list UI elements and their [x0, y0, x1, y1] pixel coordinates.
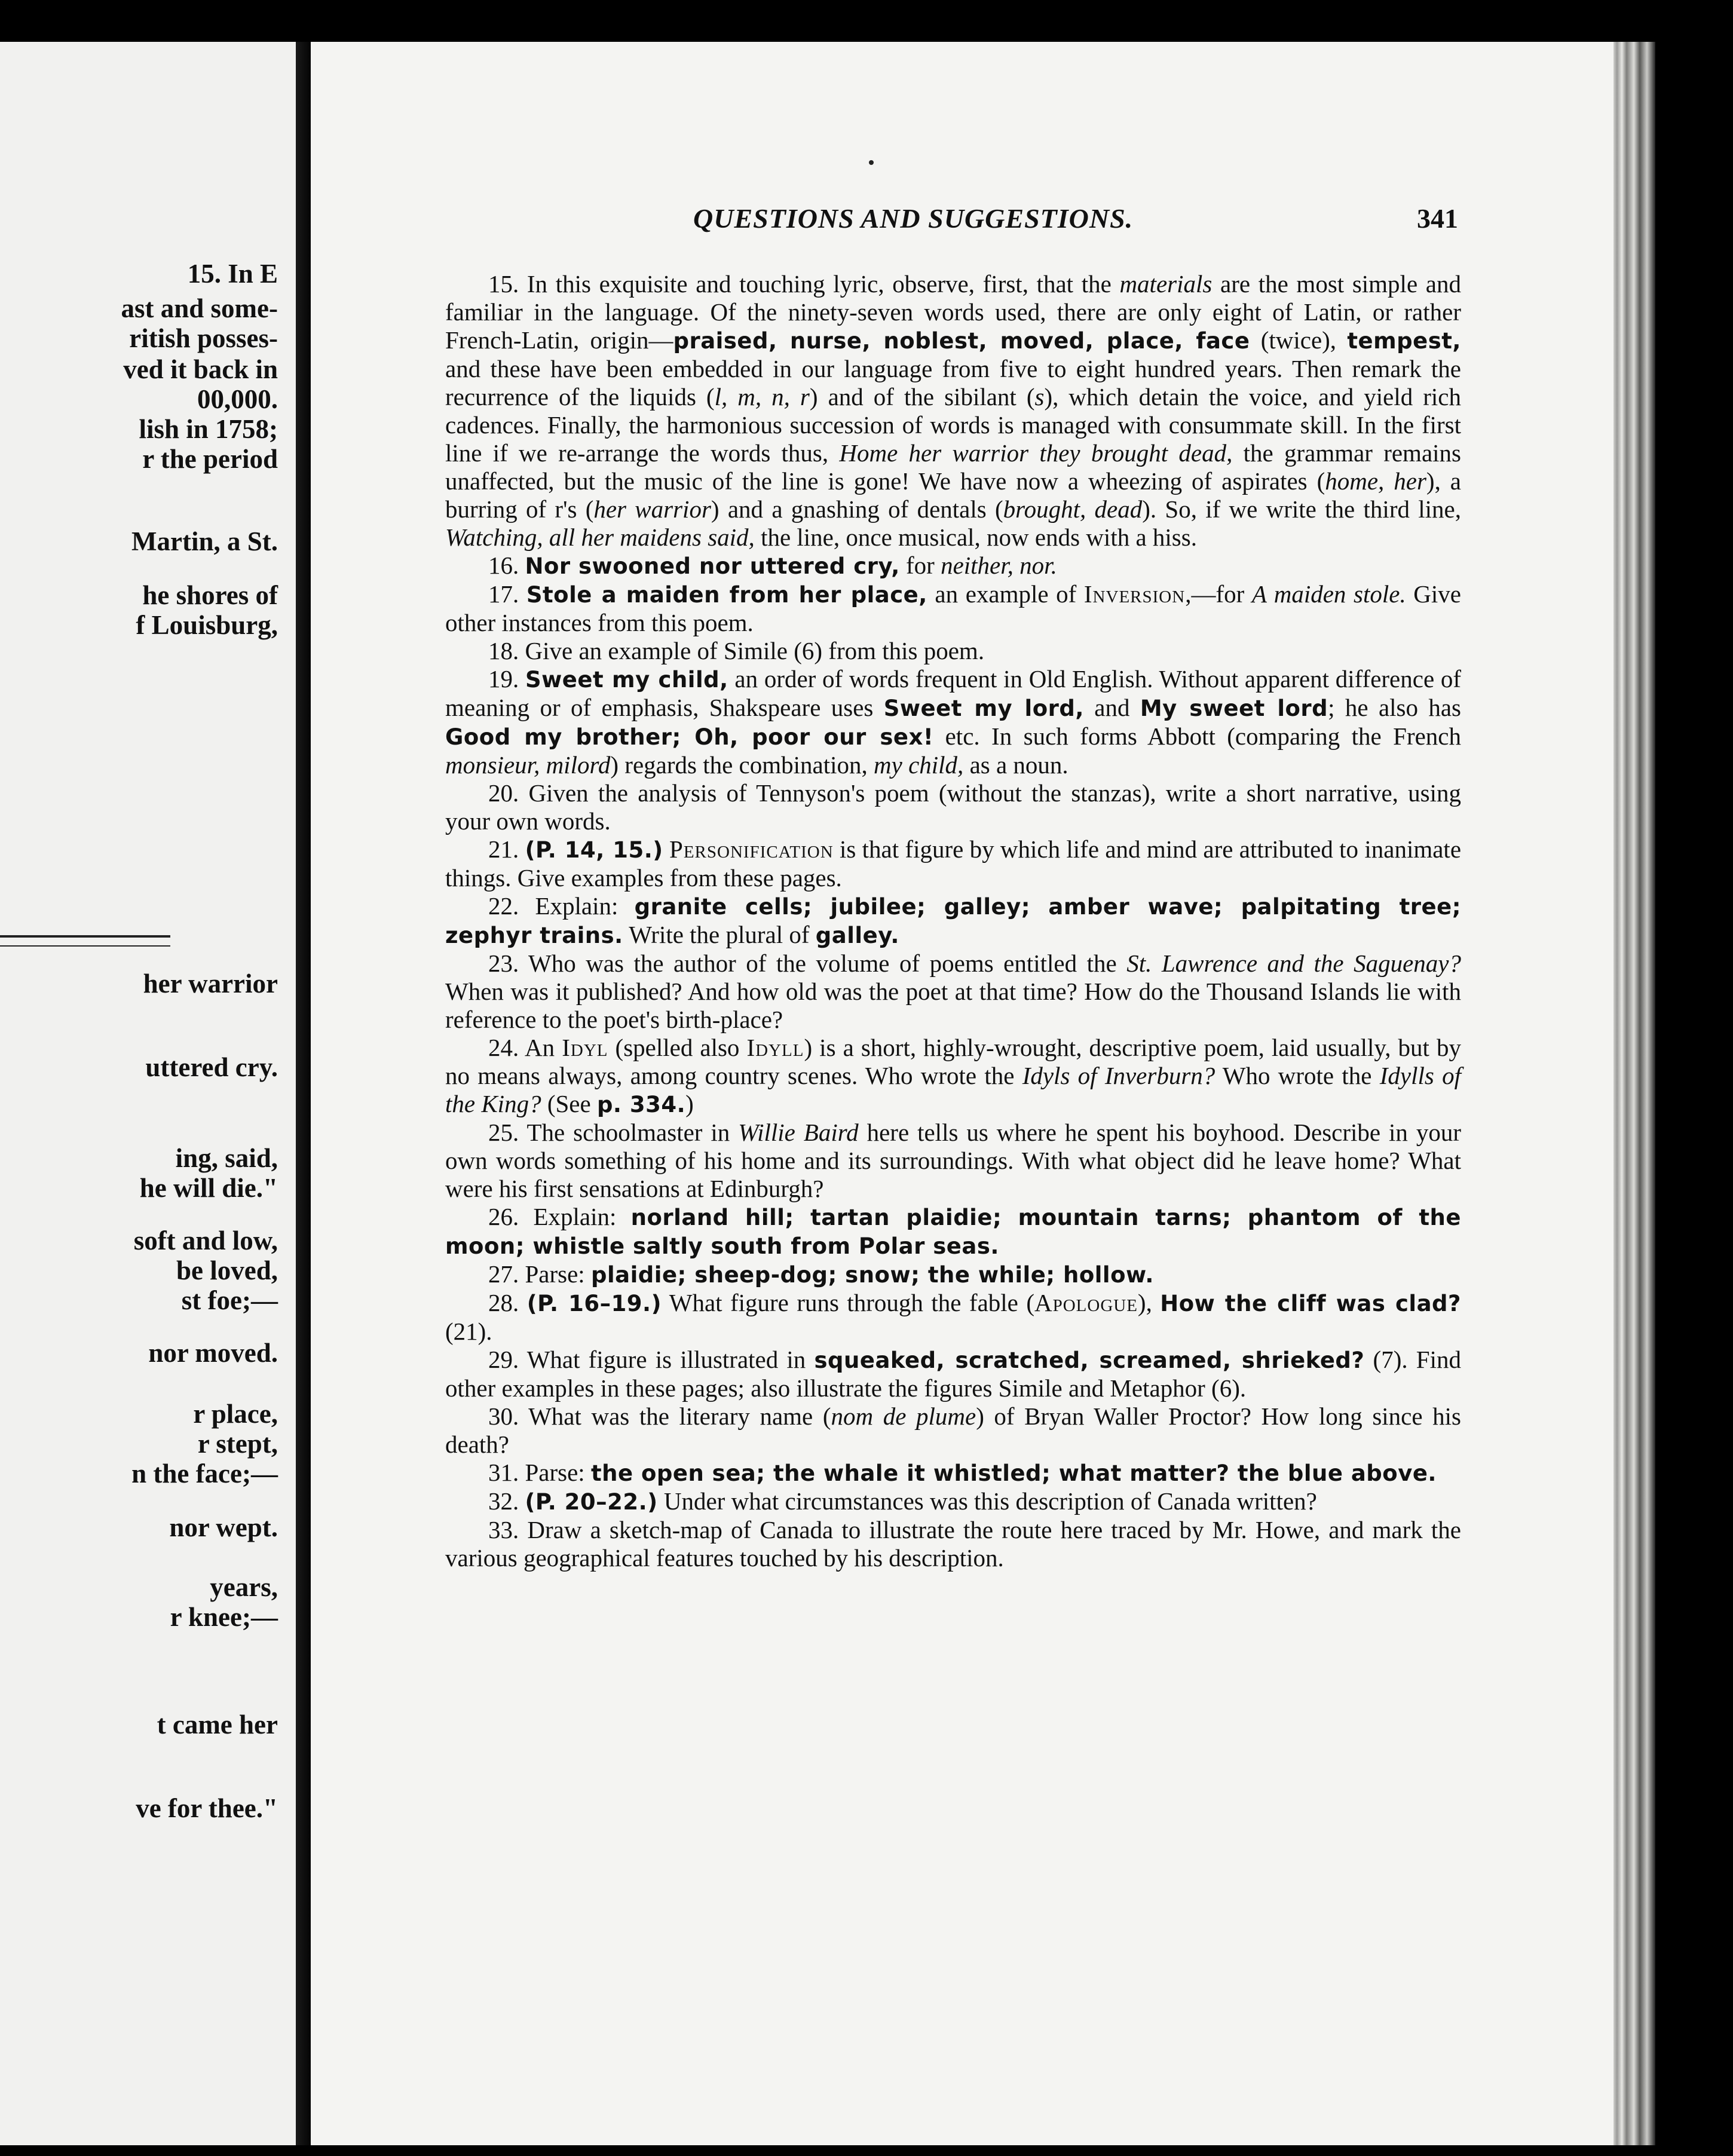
running-title: QUESTIONS AND SUGGESTIONS.: [693, 203, 1134, 234]
facing-page-line: ing, said,: [175, 1143, 278, 1173]
bold-term: p. 334.: [596, 1092, 686, 1117]
section-rule: [0, 935, 170, 938]
text-run: [663, 835, 669, 863]
text-run: the grammar remains unaffected, but the music of the line is gone! We have now a wheezing of aspirates (: [445, 439, 1461, 495]
bold-term: (P. 20–22.): [525, 1489, 658, 1515]
text-run: and these have been embedded in our language from five to eight hundred years. Then remark the recurrence of the liquids (: [445, 355, 1461, 411]
italic-term: her warrior: [593, 495, 711, 523]
text-run: an order of words frequent in Old English. Without apparent difference of meaning or of emphasis, Shakspeare uses: [445, 665, 1462, 721]
text-run: 19.: [488, 665, 525, 693]
facing-page-line: years,: [210, 1572, 278, 1602]
bold-term: praised, nurse, noblest, moved, place, face: [673, 328, 1250, 354]
facing-page-line: t came her: [157, 1710, 278, 1740]
facing-page-line: he will die.": [139, 1173, 278, 1203]
text-run: 26. Explain:: [488, 1203, 631, 1230]
text-run: (See: [541, 1090, 597, 1117]
bold-term: How the cliff was clad?: [1160, 1291, 1461, 1316]
bold-term: Nor swooned nor uttered cry,: [525, 553, 900, 579]
italic-term: my child,: [874, 751, 964, 779]
text-run: 29. What figure is illustrated in: [488, 1346, 815, 1373]
text-run: (spelled also: [608, 1034, 747, 1061]
facing-page-line: soft and low,: [133, 1226, 278, 1255]
text-run: What figure runs through the fable (: [662, 1289, 1034, 1316]
facing-page-line: ve for thee.": [136, 1793, 278, 1823]
text-run: Under what circumstances was this description of Canada written?: [657, 1487, 1317, 1515]
text-run: etc. In such forms Abbott (comparing the French: [933, 722, 1461, 750]
question-paragraph: [445, 580, 1461, 637]
bold-term: tempest,: [1347, 328, 1461, 354]
italic-term: nom de plume: [831, 1402, 976, 1430]
text-run: ) regards the combination,: [610, 751, 874, 779]
italic-term: A maiden stole.: [1251, 580, 1406, 608]
text-run: the line, once musical, now ends with a hiss.: [754, 523, 1197, 551]
question-paragraph: [445, 1487, 1461, 1516]
text-run: Who wrote the: [1215, 1062, 1380, 1089]
text-run: (7). Find other examples in these pages; also illustrate the figures Simile and Metaphor (6).: [445, 1346, 1461, 1402]
text-run: ) and of the sibilant (: [809, 383, 1035, 411]
text-run: (twice),: [1250, 326, 1348, 354]
question-paragraph: [445, 779, 1461, 835]
text-run: and: [1083, 694, 1140, 721]
facing-page-line: ast and some-: [121, 293, 278, 323]
text-run: Give other instances from this poem.: [445, 580, 1462, 636]
question-paragraph: [445, 1516, 1461, 1572]
text-run: 33. Draw a sketch-map of Canada to illustrate the route here traced by Mr. Howe, and mark the various geographical features touched by his description.: [445, 1516, 1461, 1572]
text-run: ). So, if we write the third line,: [1142, 495, 1461, 523]
print-speck: [869, 160, 874, 165]
text-run: ,—for: [1185, 580, 1252, 608]
text-run: 30. What was the literary name (: [488, 1402, 831, 1430]
text-run: here tells us where he spent his boyhood. Describe in your own words something of his home and its surroundings. With what object did he leave home? What were his first sensations at Edinburgh?: [445, 1119, 1461, 1202]
question-paragraph: [445, 892, 1461, 950]
italic-term: Idyls of Inverburn?: [1022, 1062, 1215, 1089]
question-paragraph: [445, 665, 1461, 779]
question-paragraph: [445, 1119, 1461, 1203]
page-edges: [1613, 42, 1655, 2145]
facing-page-left: [0, 42, 299, 2145]
facing-page-line: n the face;—: [131, 1459, 278, 1489]
bold-term: Good my brother; Oh, poor our sex!: [445, 724, 934, 750]
bold-term: (P. 14, 15.): [525, 837, 663, 863]
italic-term: St. Lawrence and the Saguenay?: [1126, 950, 1461, 977]
facing-page-line: be loved,: [176, 1255, 278, 1285]
bold-term: galley.: [815, 923, 899, 948]
small-caps-term: Idyl: [562, 1034, 608, 1061]
text-run: 20. Given the analysis of Tennyson's poem (without the stanzas), write a short narrative, using your own words.: [445, 779, 1461, 835]
bold-term: the open sea; the whale it whistled; what matter? the blue above.: [590, 1460, 1437, 1486]
bold-term: My sweet lord: [1140, 696, 1328, 721]
text-run: is that figure by which life and mind are attributed to inanimate things. Give examples from these pages.: [445, 835, 1462, 892]
italic-term: Idylls of the King?: [445, 1062, 1461, 1117]
text-run: ) of Bryan Waller Proctor? How long since his death?: [445, 1402, 1461, 1458]
bold-term: squeaked, scratched, screamed, shrieked?: [814, 1348, 1365, 1373]
text-run: 21.: [488, 835, 525, 863]
question-paragraph: [445, 1459, 1461, 1487]
bold-term: Sweet my lord,: [883, 696, 1084, 721]
facing-page-line: lish in 1758;: [139, 414, 278, 444]
text-run: 17.: [488, 580, 526, 608]
section-rule-thin: [0, 945, 170, 947]
question-paragraph: [445, 552, 1461, 580]
facing-page-line: 00,000.: [197, 384, 278, 414]
text-run: ) is a short, highly-wrought, descriptive poem, laid usually, but by no means always, among country scenes. Who wrote the: [445, 1034, 1461, 1089]
facing-page-line: nor wept.: [169, 1512, 278, 1542]
facing-page-line: ritish posses-: [129, 323, 278, 353]
page-number: 341: [1417, 203, 1458, 234]
italic-term: Willie Baird: [738, 1119, 859, 1146]
question-paragraph: [445, 1034, 1461, 1119]
italic-term: Home her warrior they brought dead,: [839, 439, 1233, 467]
text-run: 23. Who was the author of the volume of poems entitled the: [488, 950, 1127, 977]
italic-term: s: [1034, 383, 1045, 411]
italic-term: home, her: [1325, 467, 1426, 495]
text-run: 22. Explain:: [488, 892, 635, 920]
text-run: for: [899, 552, 941, 579]
facing-page-line: r place,: [193, 1399, 278, 1429]
text-run: ): [685, 1090, 694, 1117]
small-caps-term: Idyll: [746, 1034, 804, 1061]
text-run: ),: [1137, 1289, 1161, 1316]
italic-term: Watching, all her maidens said,: [445, 523, 755, 551]
text-run: ; he also has: [1328, 694, 1461, 721]
running-header: [693, 201, 1464, 237]
text-run: 16.: [488, 552, 525, 579]
small-caps-term: Personification: [669, 835, 834, 863]
question-paragraph: [445, 637, 1461, 665]
facing-page-line: nor moved.: [148, 1338, 278, 1368]
text-run: ), which detain the voice, and yield rich cadences. Finally, the harmonious succession of words is managed with consummate skill. In the first line if we re-arrange the words thus,: [445, 383, 1461, 467]
bold-term: granite cells; jubilee; galley; amber wave; palpitating tree; zephyr trains.: [445, 894, 1461, 948]
text-run: 15. In this exquisite and touching lyric, observe, first, that the: [488, 270, 1120, 298]
bold-term: (P. 16–19.): [526, 1291, 662, 1316]
text-run: 25. The schoolmaster in: [488, 1119, 739, 1146]
italic-term: l, m, n, r: [714, 383, 810, 411]
bold-term: plaidie; sheep-dog; snow; the while; hollow.: [590, 1262, 1154, 1288]
facing-page-line: st foe;—: [181, 1285, 278, 1315]
text-run: Write the plural of: [623, 921, 816, 948]
facing-page-line: r the period: [142, 444, 278, 474]
text-run: 32.: [488, 1487, 525, 1515]
italic-term: brought, dead: [1003, 495, 1143, 523]
questions-text: [445, 270, 1461, 1572]
facing-page-line: uttered cry.: [145, 1052, 278, 1082]
italic-term: monsieur, milord: [445, 751, 611, 779]
italic-term: neither, nor.: [941, 552, 1057, 579]
bold-term: norland hill; tartan plaidie; mountain tarns; phantom of the moon; whistle saltly south from Polar seas.: [445, 1205, 1461, 1259]
facing-page-line: her warrior: [143, 969, 278, 999]
text-run: an example of: [927, 580, 1084, 608]
question-paragraph: [445, 270, 1461, 552]
facing-page-line: ved it back in: [123, 354, 278, 384]
facing-page-line: he shores of: [142, 580, 278, 610]
text-run: are the most simple and familiar in the language. Of the ninety-seven words used, there are only eight of Latin, or rather French-Latin, origin—: [445, 270, 1461, 354]
facing-page-line: 15. In E: [187, 259, 278, 289]
text-run: 24. An: [488, 1034, 562, 1061]
text-run: as a noun.: [963, 751, 1068, 779]
question-paragraph: [445, 1203, 1461, 1260]
question-paragraph: [445, 1260, 1461, 1289]
facing-page-line: f Louisburg,: [136, 610, 278, 640]
bold-term: Stole a maiden from her place,: [526, 582, 927, 608]
facing-page-line: Martin, a St.: [131, 526, 278, 556]
italic-term: materials: [1119, 270, 1213, 298]
question-paragraph: [445, 835, 1461, 892]
text-run: ), a burring of r's (: [445, 467, 1461, 523]
text-run: (21).: [445, 1318, 492, 1345]
facing-page-line: r knee;—: [170, 1602, 278, 1632]
text-run: ) and a gnashing of dentals (: [711, 495, 1003, 523]
small-caps-term: Inversion: [1083, 580, 1186, 608]
question-paragraph: [445, 1402, 1461, 1459]
text-run: 27. Parse:: [488, 1260, 591, 1288]
question-paragraph: [445, 1289, 1461, 1346]
facing-page-line: r stept,: [197, 1429, 278, 1459]
small-caps-term: Apologue: [1034, 1289, 1138, 1316]
question-paragraph: [445, 950, 1461, 1034]
question-paragraph: [445, 1346, 1461, 1402]
text-run: When was it published? And how old was the poet at that time? How do the Thousand Islands lie with reference to the poet's birth-place?: [445, 978, 1461, 1033]
text-run: 31. Parse:: [488, 1459, 591, 1486]
text-run: 28.: [488, 1289, 527, 1316]
bold-term: Sweet my child,: [525, 667, 728, 693]
text-run: 18. Give an example of Simile (6) from this poem.: [488, 637, 985, 664]
